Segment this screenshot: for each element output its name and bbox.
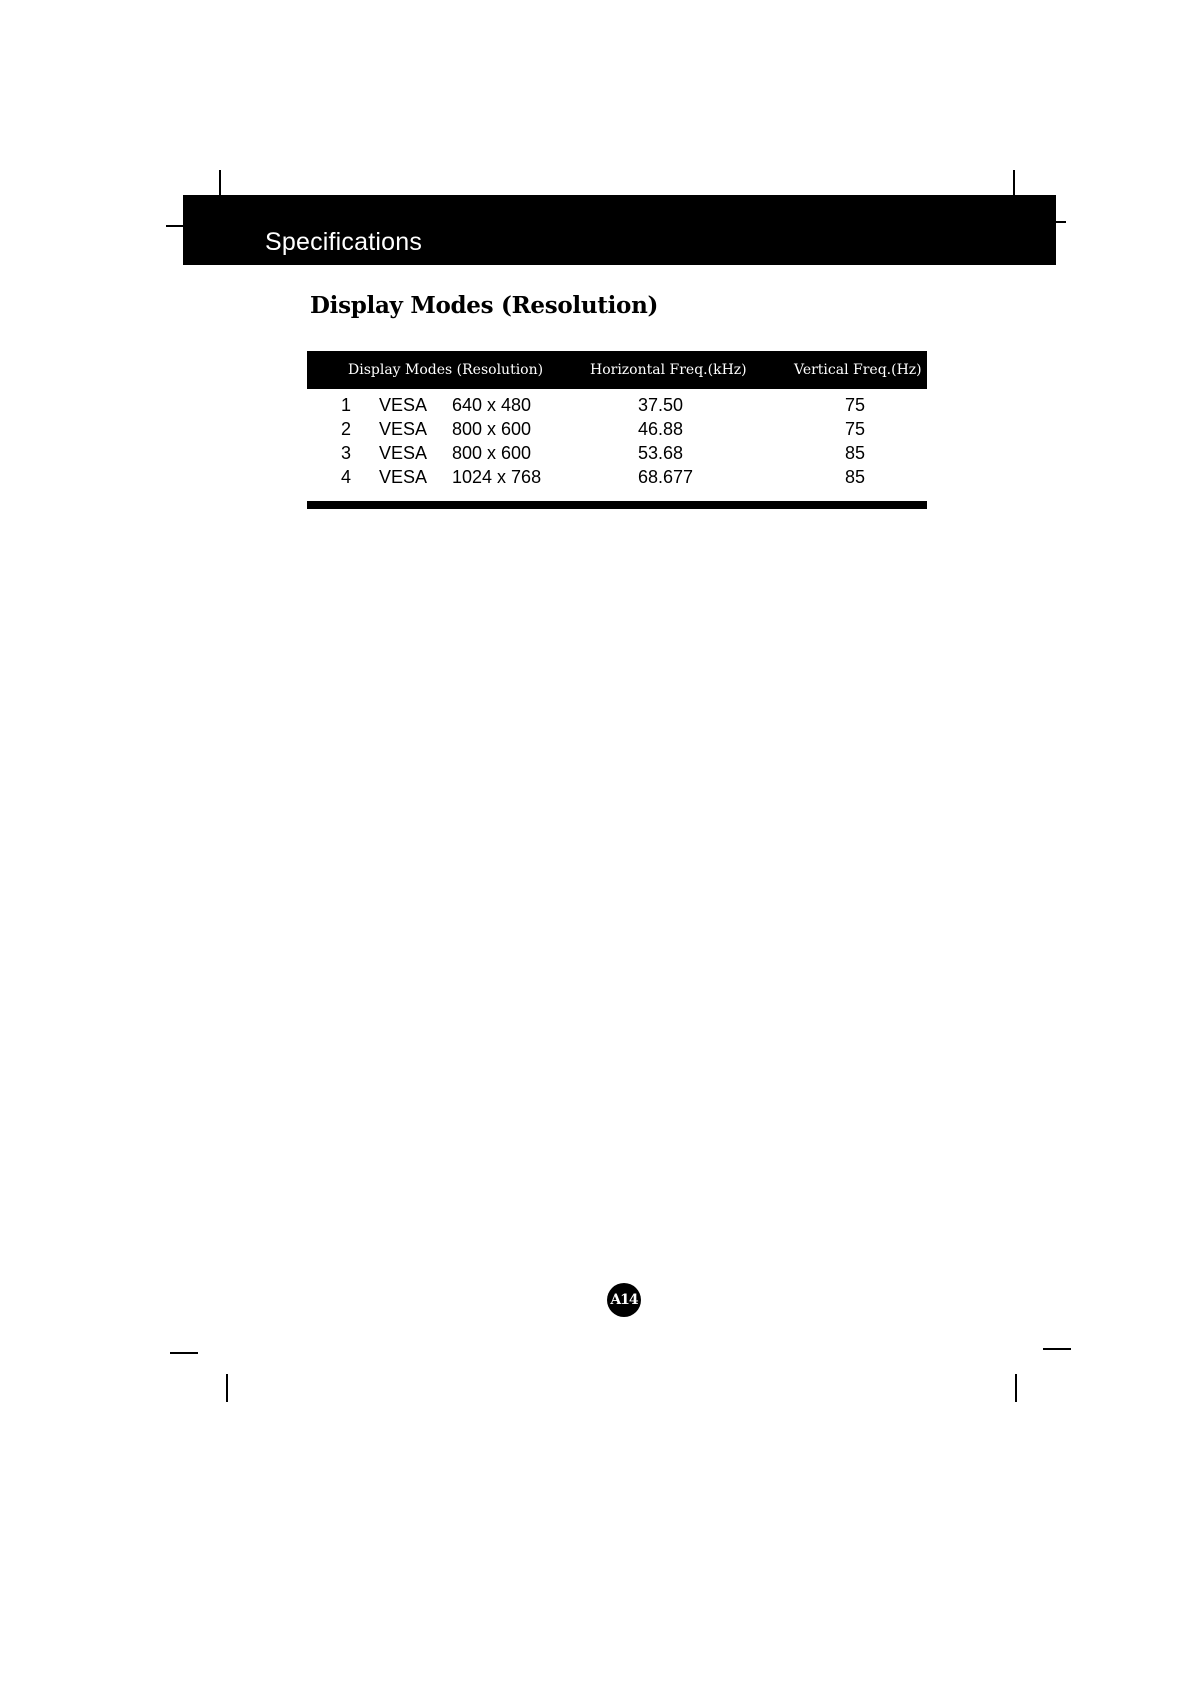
table-row: [307, 467, 927, 491]
row-horizontal-freq: 46.88: [638, 419, 684, 439]
page-number-badge: A14: [607, 1283, 641, 1317]
header-bar: [183, 195, 1056, 265]
row-vertical-freq: 85: [845, 443, 866, 463]
row-number: 3: [341, 443, 352, 463]
crop-mark-top-right-horizontal: [1056, 221, 1066, 223]
row-resolution: 800 x 600: [452, 443, 532, 463]
table-row: [307, 443, 927, 467]
row-standard: VESA: [379, 395, 428, 415]
crop-mark-top-right-vertical: [1013, 170, 1015, 198]
column-header-horizontal-freq: Horizontal Freq.(kHz): [590, 362, 747, 378]
row-standard: VESA: [379, 443, 428, 463]
header-title: Specifications: [265, 228, 423, 256]
row-standard: VESA: [379, 419, 428, 439]
row-resolution: 1024 x 768: [452, 467, 542, 487]
table-header: [307, 351, 927, 389]
table-row: [307, 419, 927, 443]
row-resolution: 800 x 600: [452, 419, 532, 439]
row-horizontal-freq: 68.677: [638, 467, 694, 487]
crop-mark-bottom-right-vertical: [1015, 1374, 1017, 1402]
row-horizontal-freq: 53.68: [638, 443, 684, 463]
crop-mark-bottom-left-horizontal: [170, 1352, 198, 1354]
row-horizontal-freq: 37.50: [638, 395, 684, 415]
row-resolution: 640 x 480: [452, 395, 532, 415]
crop-mark-bottom-right-horizontal: [1043, 1348, 1071, 1350]
crop-mark-top-left-horizontal: [166, 225, 184, 227]
row-standard: VESA: [379, 467, 428, 487]
row-number: 2: [341, 419, 352, 439]
crop-mark-top-left-vertical: [219, 170, 221, 198]
row-vertical-freq: 75: [845, 419, 866, 439]
row-number: 4: [341, 467, 352, 487]
row-vertical-freq: 75: [845, 395, 866, 415]
column-header-vertical-freq: Vertical Freq.(Hz): [794, 362, 922, 378]
section-title: Display Modes (Resolution): [310, 292, 659, 319]
row-number: 1: [341, 395, 352, 415]
row-vertical-freq: 85: [845, 467, 866, 487]
crop-mark-bottom-left-vertical: [226, 1374, 228, 1402]
table-row: [307, 395, 927, 419]
table-bottom-rule: [307, 501, 927, 509]
column-header-display-modes: Display Modes (Resolution): [348, 362, 544, 378]
